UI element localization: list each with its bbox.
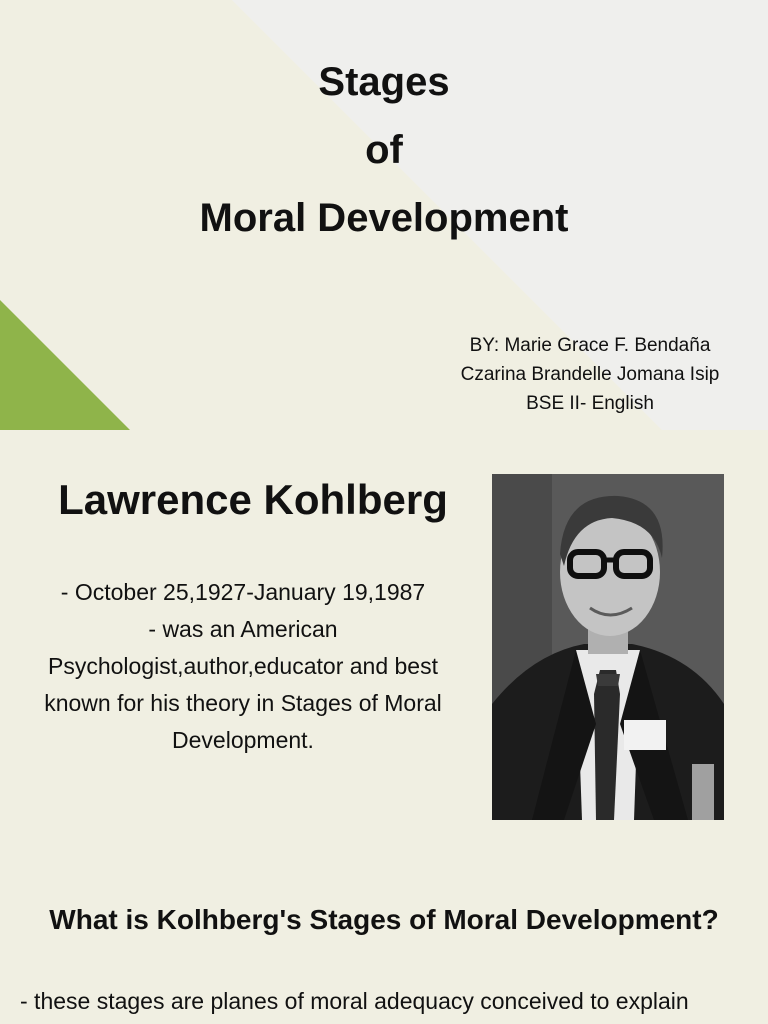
byline-line-3: BSE II- English xyxy=(526,393,654,414)
bio-line: known for his theory in Stages of Moral xyxy=(44,690,442,716)
author-byline xyxy=(430,331,750,418)
title-line-3: Moral Development xyxy=(199,196,569,240)
section-question: What is Kolhberg's Stages of Moral Development? xyxy=(49,904,719,935)
profile-bio xyxy=(4,574,482,759)
bio-line: - was an American xyxy=(148,616,338,642)
portrait-photo xyxy=(492,474,724,820)
byline-line-2: Czarina Brandelle Jomana Isip xyxy=(460,364,720,385)
bio-line: - October 25,1927-January 19,1987 xyxy=(60,579,426,605)
page-title xyxy=(0,48,768,252)
title-line-1: Stages xyxy=(318,60,450,104)
byline-line-1: BY: Marie Grace F. Bendaña xyxy=(469,335,711,356)
portrait-illustration xyxy=(492,474,724,820)
bio-line: Psychologist,author,educator and best xyxy=(48,653,438,679)
section-definition: - these stages are planes of moral adequacy conceived to explain xyxy=(20,988,689,1014)
title-line-2: of xyxy=(365,128,403,172)
bio-line: Development. xyxy=(172,727,314,753)
green-triangle-decoration xyxy=(0,300,130,430)
profile-name: Lawrence Kohlberg xyxy=(58,476,448,523)
